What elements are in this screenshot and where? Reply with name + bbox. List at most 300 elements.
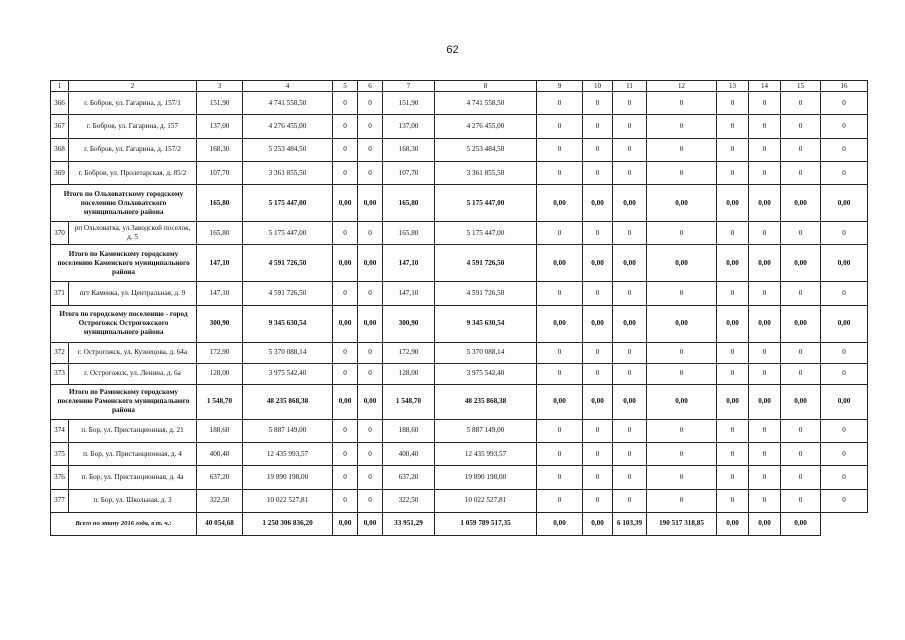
value-cell: 4 741 558,50 xyxy=(243,92,333,115)
value-cell: 0 xyxy=(781,161,821,184)
table-row xyxy=(51,282,868,305)
value-cell: 0 xyxy=(333,138,358,161)
value-cell: 0,00 xyxy=(647,305,717,342)
table-row xyxy=(51,419,868,442)
value-cell: 637,20 xyxy=(383,466,435,489)
value-cell: 165,80 xyxy=(197,185,243,222)
column-header: 16 xyxy=(821,81,868,92)
value-cell: 0,00 xyxy=(749,185,781,222)
value-cell: 0,00 xyxy=(647,245,717,282)
value-cell: 4 591 726,50 xyxy=(435,245,537,282)
row-number-cell: 373 xyxy=(51,363,69,384)
value-cell: 0,00 xyxy=(717,384,749,419)
value-cell: 0 xyxy=(583,222,613,245)
value-cell: 400,40 xyxy=(383,443,435,466)
row-number-cell: 369 xyxy=(51,161,69,184)
value-cell: 0 xyxy=(537,92,583,115)
value-cell: 0 xyxy=(821,489,868,512)
column-header: 6 xyxy=(358,81,383,92)
value-cell: 0 xyxy=(821,138,868,161)
value-cell: 0 xyxy=(583,466,613,489)
value-cell: 0 xyxy=(647,222,717,245)
subtotal-row xyxy=(51,245,868,282)
value-cell: 0 xyxy=(537,443,583,466)
value-cell: 0,00 xyxy=(821,185,868,222)
value-cell: 0 xyxy=(613,489,647,512)
value-cell: 0,00 xyxy=(781,245,821,282)
value-cell: 0 xyxy=(613,419,647,442)
table-row xyxy=(51,115,868,138)
value-cell: 4 276 455,00 xyxy=(435,115,537,138)
value-cell: 0 xyxy=(749,92,781,115)
value-cell: 0 xyxy=(781,282,821,305)
value-cell: 0 xyxy=(781,466,821,489)
value-cell: 165,80 xyxy=(197,222,243,245)
value-cell: 637,20 xyxy=(197,466,243,489)
value-cell: 12 435 993,57 xyxy=(243,443,333,466)
value-cell: 0 xyxy=(781,115,821,138)
value-cell: 0 xyxy=(749,282,781,305)
table-row xyxy=(51,363,868,384)
address-cell: п. Бор, ул. Пристанционная, д. 21 xyxy=(69,419,197,442)
value-cell: 0 xyxy=(821,363,868,384)
value-cell: 9 345 630,54 xyxy=(243,305,333,342)
value-cell: 190 517 318,85 xyxy=(647,512,717,535)
row-number-cell: 372 xyxy=(51,342,69,363)
value-cell: 151,90 xyxy=(383,92,435,115)
value-cell: 0 xyxy=(821,115,868,138)
value-cell: 0 xyxy=(781,419,821,442)
value-cell: 0 xyxy=(717,443,749,466)
value-cell: 165,80 xyxy=(383,185,435,222)
value-cell: 0,00 xyxy=(537,512,583,535)
column-header: 3 xyxy=(197,81,243,92)
value-cell: 0 xyxy=(821,92,868,115)
value-cell: 0 xyxy=(781,222,821,245)
value-cell: 0 xyxy=(537,342,583,363)
value-cell: 0 xyxy=(333,443,358,466)
value-cell: 300,90 xyxy=(197,305,243,342)
value-cell: 0 xyxy=(583,115,613,138)
value-cell: 0 xyxy=(333,466,358,489)
value-cell: 0 xyxy=(333,282,358,305)
value-cell: 40 054,68 xyxy=(197,512,243,535)
value-cell: 0 xyxy=(358,115,383,138)
value-cell: 0 xyxy=(647,282,717,305)
row-number-cell: 374 xyxy=(51,419,69,442)
value-cell: 172,90 xyxy=(383,342,435,363)
value-cell: 0 xyxy=(358,342,383,363)
subtotal-row xyxy=(51,305,868,342)
value-cell: 0 xyxy=(583,138,613,161)
value-cell: 0 xyxy=(821,161,868,184)
table-row xyxy=(51,138,868,161)
value-cell: 0,00 xyxy=(749,245,781,282)
column-header: 9 xyxy=(537,81,583,92)
value-cell: 0 xyxy=(358,419,383,442)
value-cell: 5 175 447,00 xyxy=(243,222,333,245)
value-cell: 0,00 xyxy=(537,305,583,342)
value-cell: 0 xyxy=(647,466,717,489)
value-cell: 4 591 726,50 xyxy=(243,245,333,282)
value-cell: 322,50 xyxy=(197,489,243,512)
column-header: 15 xyxy=(781,81,821,92)
value-cell: 0 xyxy=(717,363,749,384)
value-cell: 0,00 xyxy=(781,384,821,419)
table-row xyxy=(51,161,868,184)
housing-register-table xyxy=(50,80,868,536)
value-cell: 0 xyxy=(749,138,781,161)
value-cell: 0 xyxy=(647,489,717,512)
grand-total-label: Всего по этапу 2016 года, в т. ч.: xyxy=(51,512,197,535)
value-cell: 1 548,70 xyxy=(383,384,435,419)
value-cell: 0 xyxy=(647,342,717,363)
value-cell: 0 xyxy=(537,489,583,512)
value-cell: 0,00 xyxy=(537,384,583,419)
subtotal-row xyxy=(51,185,868,222)
value-cell: 19 890 198,00 xyxy=(435,466,537,489)
value-cell: 48 235 868,38 xyxy=(243,384,333,419)
value-cell: 400,40 xyxy=(197,443,243,466)
value-cell: 0 xyxy=(821,342,868,363)
value-cell: 0,00 xyxy=(613,384,647,419)
value-cell: 0 xyxy=(647,115,717,138)
value-cell: 172,90 xyxy=(197,342,243,363)
column-header: 11 xyxy=(613,81,647,92)
row-number-cell: 370 xyxy=(51,222,69,245)
value-cell: 0,00 xyxy=(358,384,383,419)
value-cell: 0,00 xyxy=(781,512,821,535)
column-header: 13 xyxy=(717,81,749,92)
value-cell: 0 xyxy=(613,138,647,161)
value-cell: 5 253 484,50 xyxy=(435,138,537,161)
value-cell: 0 xyxy=(781,489,821,512)
value-cell: 4 591 726,50 xyxy=(435,282,537,305)
value-cell: 0 xyxy=(613,161,647,184)
value-cell: 0,00 xyxy=(821,384,868,419)
value-cell: 0,00 xyxy=(583,245,613,282)
value-cell: 1 059 789 517,35 xyxy=(435,512,537,535)
value-cell: 0 xyxy=(749,419,781,442)
value-cell: 1 548,70 xyxy=(197,384,243,419)
value-cell: 5 175 447,00 xyxy=(435,185,537,222)
address-cell: пгт Каменка, ул. Центральная, д. 9 xyxy=(69,282,197,305)
value-cell: 0 xyxy=(781,138,821,161)
subtotal-row xyxy=(51,384,868,419)
value-cell: 0 xyxy=(537,466,583,489)
value-cell: 0,00 xyxy=(717,185,749,222)
column-header: 12 xyxy=(647,81,717,92)
value-cell: 168,30 xyxy=(197,138,243,161)
value-cell: 0 xyxy=(717,92,749,115)
value-cell: 0 xyxy=(583,419,613,442)
value-cell: 0,00 xyxy=(333,384,358,419)
value-cell: 0 xyxy=(537,115,583,138)
address-cell: рп Ольховатка, ул.Заводской поселок, д. 5 xyxy=(69,222,197,245)
value-cell: 0 xyxy=(613,115,647,138)
address-cell: г. Острогожск, ул. Кузнецова, д. 64а xyxy=(69,342,197,363)
value-cell: 0 xyxy=(749,363,781,384)
table-row xyxy=(51,489,868,512)
value-cell: 168,30 xyxy=(383,138,435,161)
address-cell: п. Бор, ул. Школьная, д. 3 xyxy=(69,489,197,512)
table-row xyxy=(51,222,868,245)
value-cell: 0 xyxy=(749,466,781,489)
value-cell: 0 xyxy=(821,282,868,305)
value-cell: 137,00 xyxy=(197,115,243,138)
value-cell: 0 xyxy=(583,489,613,512)
value-cell: 0,00 xyxy=(333,512,358,535)
value-cell: 0 xyxy=(749,115,781,138)
value-cell: 0 xyxy=(717,222,749,245)
value-cell: 0 xyxy=(333,161,358,184)
value-cell: 0 xyxy=(821,222,868,245)
value-cell: 19 890 198,00 xyxy=(243,466,333,489)
value-cell: 0 xyxy=(749,222,781,245)
value-cell: 0 xyxy=(647,443,717,466)
value-cell: 10 022 527,81 xyxy=(243,489,333,512)
value-cell: 0 xyxy=(613,222,647,245)
value-cell: 0 xyxy=(537,138,583,161)
value-cell: 0 xyxy=(537,161,583,184)
value-cell: 0 xyxy=(613,342,647,363)
value-cell: 0,00 xyxy=(613,245,647,282)
value-cell: 0,00 xyxy=(613,305,647,342)
value-cell: 0 xyxy=(583,161,613,184)
value-cell: 0 xyxy=(749,342,781,363)
value-cell: 5 370 088,14 xyxy=(435,342,537,363)
value-cell: 0,00 xyxy=(613,185,647,222)
value-cell: 0 xyxy=(781,363,821,384)
value-cell: 5 175 447,00 xyxy=(243,185,333,222)
value-cell: 0,00 xyxy=(749,512,781,535)
address-cell: г. Бобров, ул. Пролетарская, д. 85/2 xyxy=(69,161,197,184)
address-cell: г. Бобров, ул. Гагарина, д. 157/2 xyxy=(69,138,197,161)
value-cell: 0,00 xyxy=(647,384,717,419)
value-cell: 3 361 855,50 xyxy=(435,161,537,184)
value-cell: 147,10 xyxy=(197,282,243,305)
row-number-cell: 375 xyxy=(51,443,69,466)
value-cell: 300,90 xyxy=(383,305,435,342)
value-cell: 0 xyxy=(647,92,717,115)
value-cell: 4 741 558,50 xyxy=(435,92,537,115)
value-cell: 5 370 088,14 xyxy=(243,342,333,363)
value-cell: 0 xyxy=(781,92,821,115)
value-cell: 0 xyxy=(749,161,781,184)
value-cell: 0 xyxy=(583,443,613,466)
value-cell: 0 xyxy=(333,419,358,442)
value-cell: 0 xyxy=(613,466,647,489)
value-cell: 147,10 xyxy=(383,245,435,282)
value-cell: 3 975 542,40 xyxy=(243,363,333,384)
value-cell: 0 xyxy=(333,489,358,512)
value-cell: 0 xyxy=(717,161,749,184)
value-cell: 0 xyxy=(358,222,383,245)
value-cell: 0 xyxy=(358,489,383,512)
value-cell: 0 xyxy=(613,282,647,305)
value-cell: 0 xyxy=(537,419,583,442)
value-cell: 0 xyxy=(537,363,583,384)
table-row xyxy=(51,342,868,363)
value-cell: 0,00 xyxy=(781,305,821,342)
column-header: 2 xyxy=(69,81,197,92)
row-number-cell: 376 xyxy=(51,466,69,489)
value-cell: 0 xyxy=(717,282,749,305)
value-cell: 137,00 xyxy=(383,115,435,138)
value-cell: 0 xyxy=(583,92,613,115)
value-cell: 147,10 xyxy=(383,282,435,305)
subtotal-label: Итого по Каменскому городскому поселению Каменского муниципального района xyxy=(51,245,197,282)
value-cell: 0 xyxy=(647,138,717,161)
value-cell: 0,00 xyxy=(583,512,613,535)
column-header: 7 xyxy=(383,81,435,92)
table-row xyxy=(51,443,868,466)
value-cell: 0 xyxy=(358,363,383,384)
value-cell: 0,00 xyxy=(781,185,821,222)
subtotal-label: Итого по городскому поселению - город Острогожск Острогожского муниципального района xyxy=(51,305,197,342)
table-row xyxy=(51,466,868,489)
value-cell: 0 xyxy=(749,443,781,466)
value-cell: 0 xyxy=(333,92,358,115)
value-cell: 3 975 542,40 xyxy=(435,363,537,384)
value-cell: 0 xyxy=(358,443,383,466)
subtotal-label: Итого по Ольховатскому городскому поселению Ольховатского муниципального района xyxy=(51,185,197,222)
value-cell: 0 xyxy=(358,138,383,161)
row-number-cell: 366 xyxy=(51,92,69,115)
value-cell: 0,00 xyxy=(333,185,358,222)
value-cell: 0 xyxy=(358,282,383,305)
value-cell: 9 345 630,54 xyxy=(435,305,537,342)
value-cell: 5 253 484,50 xyxy=(243,138,333,161)
grand-total-row xyxy=(51,512,868,535)
value-cell: 0 xyxy=(821,419,868,442)
value-cell: 0,00 xyxy=(717,245,749,282)
value-cell: 0 xyxy=(647,161,717,184)
value-cell: 12 435 993,57 xyxy=(435,443,537,466)
table-row xyxy=(51,92,868,115)
value-cell: 0,00 xyxy=(333,305,358,342)
value-cell: 0 xyxy=(613,92,647,115)
value-cell: 0 xyxy=(613,363,647,384)
value-cell: 0 xyxy=(358,161,383,184)
page-number: 62 xyxy=(446,44,459,56)
address-cell: г. Острогожск, ул. Ленина, д. 6а xyxy=(69,363,197,384)
value-cell: 0 xyxy=(583,363,613,384)
value-cell: 0 xyxy=(717,138,749,161)
value-cell: 0 xyxy=(717,115,749,138)
column-header: 4 xyxy=(243,81,333,92)
value-cell: 0 xyxy=(583,282,613,305)
value-cell: 0,00 xyxy=(358,245,383,282)
value-cell: 0,00 xyxy=(821,305,868,342)
value-cell: 322,50 xyxy=(383,489,435,512)
row-number-cell: 371 xyxy=(51,282,69,305)
value-cell: 0,00 xyxy=(749,384,781,419)
value-cell: 4 591 726,50 xyxy=(243,282,333,305)
value-cell: 0 xyxy=(717,466,749,489)
address-cell: п. Бор, ул. Пристанционная, д. 4а xyxy=(69,466,197,489)
value-cell: 0,00 xyxy=(583,185,613,222)
value-cell: 0,00 xyxy=(821,245,868,282)
value-cell: 147,10 xyxy=(197,245,243,282)
value-cell: 5 175 447,00 xyxy=(435,222,537,245)
value-cell: 3 361 855,50 xyxy=(243,161,333,184)
value-cell: 0,00 xyxy=(583,305,613,342)
value-cell: 5 887 149,00 xyxy=(435,419,537,442)
value-cell: 0 xyxy=(647,363,717,384)
subtotal-label: Итого по Рамонскому городскому поселению Рамонского муниципального района xyxy=(51,384,197,419)
address-cell: г. Бобров, ул. Гагарина, д. 157/1 xyxy=(69,92,197,115)
value-cell: 0,00 xyxy=(717,512,749,535)
value-cell: 0 xyxy=(717,342,749,363)
value-cell: 0 xyxy=(333,115,358,138)
value-cell: 0,00 xyxy=(537,185,583,222)
value-cell: 10 022 527,81 xyxy=(435,489,537,512)
value-cell: 0 xyxy=(613,443,647,466)
value-cell: 0,00 xyxy=(358,305,383,342)
value-cell: 0 xyxy=(647,419,717,442)
value-cell: 5 887 149,00 xyxy=(243,419,333,442)
value-cell: 0 xyxy=(717,489,749,512)
value-cell: 0 xyxy=(717,419,749,442)
value-cell: 0 xyxy=(749,489,781,512)
value-cell: 0 xyxy=(333,342,358,363)
value-cell: 0,00 xyxy=(749,305,781,342)
value-cell: 0,00 xyxy=(717,305,749,342)
value-cell: 4 276 455,00 xyxy=(243,115,333,138)
value-cell: 128,00 xyxy=(383,363,435,384)
column-header: 14 xyxy=(749,81,781,92)
value-cell: 0,00 xyxy=(358,512,383,535)
value-cell: 48 235 868,38 xyxy=(435,384,537,419)
value-cell: 0 xyxy=(781,443,821,466)
column-header: 5 xyxy=(333,81,358,92)
value-cell: 0 xyxy=(358,92,383,115)
value-cell: 107,70 xyxy=(197,161,243,184)
value-cell: 1 250 306 836,20 xyxy=(243,512,333,535)
value-cell: 0,00 xyxy=(537,245,583,282)
column-header: 8 xyxy=(435,81,537,92)
row-number-cell: 368 xyxy=(51,138,69,161)
value-cell: 188,60 xyxy=(383,419,435,442)
value-cell: 0,00 xyxy=(333,245,358,282)
value-cell: 151,90 xyxy=(197,92,243,115)
value-cell: 0 xyxy=(583,342,613,363)
row-number-cell: 367 xyxy=(51,115,69,138)
value-cell: 0 xyxy=(537,282,583,305)
row-number-cell: 377 xyxy=(51,489,69,512)
address-cell: п. Бор, ул. Пристанционная, д. 4 xyxy=(69,443,197,466)
value-cell: 0 xyxy=(821,443,868,466)
value-cell: 0 xyxy=(358,466,383,489)
value-cell: 0,00 xyxy=(647,185,717,222)
value-cell: 6 103,39 xyxy=(613,512,647,535)
column-header: 1 xyxy=(51,81,69,92)
column-header-row xyxy=(51,81,868,92)
value-cell: 0 xyxy=(537,222,583,245)
value-cell: 0,00 xyxy=(583,384,613,419)
value-cell: 188,60 xyxy=(197,419,243,442)
value-cell: 0 xyxy=(781,342,821,363)
address-cell: г. Бобров, ул. Гагарина, д. 157 xyxy=(69,115,197,138)
value-cell: 165,80 xyxy=(383,222,435,245)
value-cell: 0 xyxy=(333,222,358,245)
value-cell: 0 xyxy=(333,363,358,384)
value-cell: 0 xyxy=(821,466,868,489)
value-cell: 128,00 xyxy=(197,363,243,384)
value-cell: 107,70 xyxy=(383,161,435,184)
value-cell: 33 951,29 xyxy=(383,512,435,535)
